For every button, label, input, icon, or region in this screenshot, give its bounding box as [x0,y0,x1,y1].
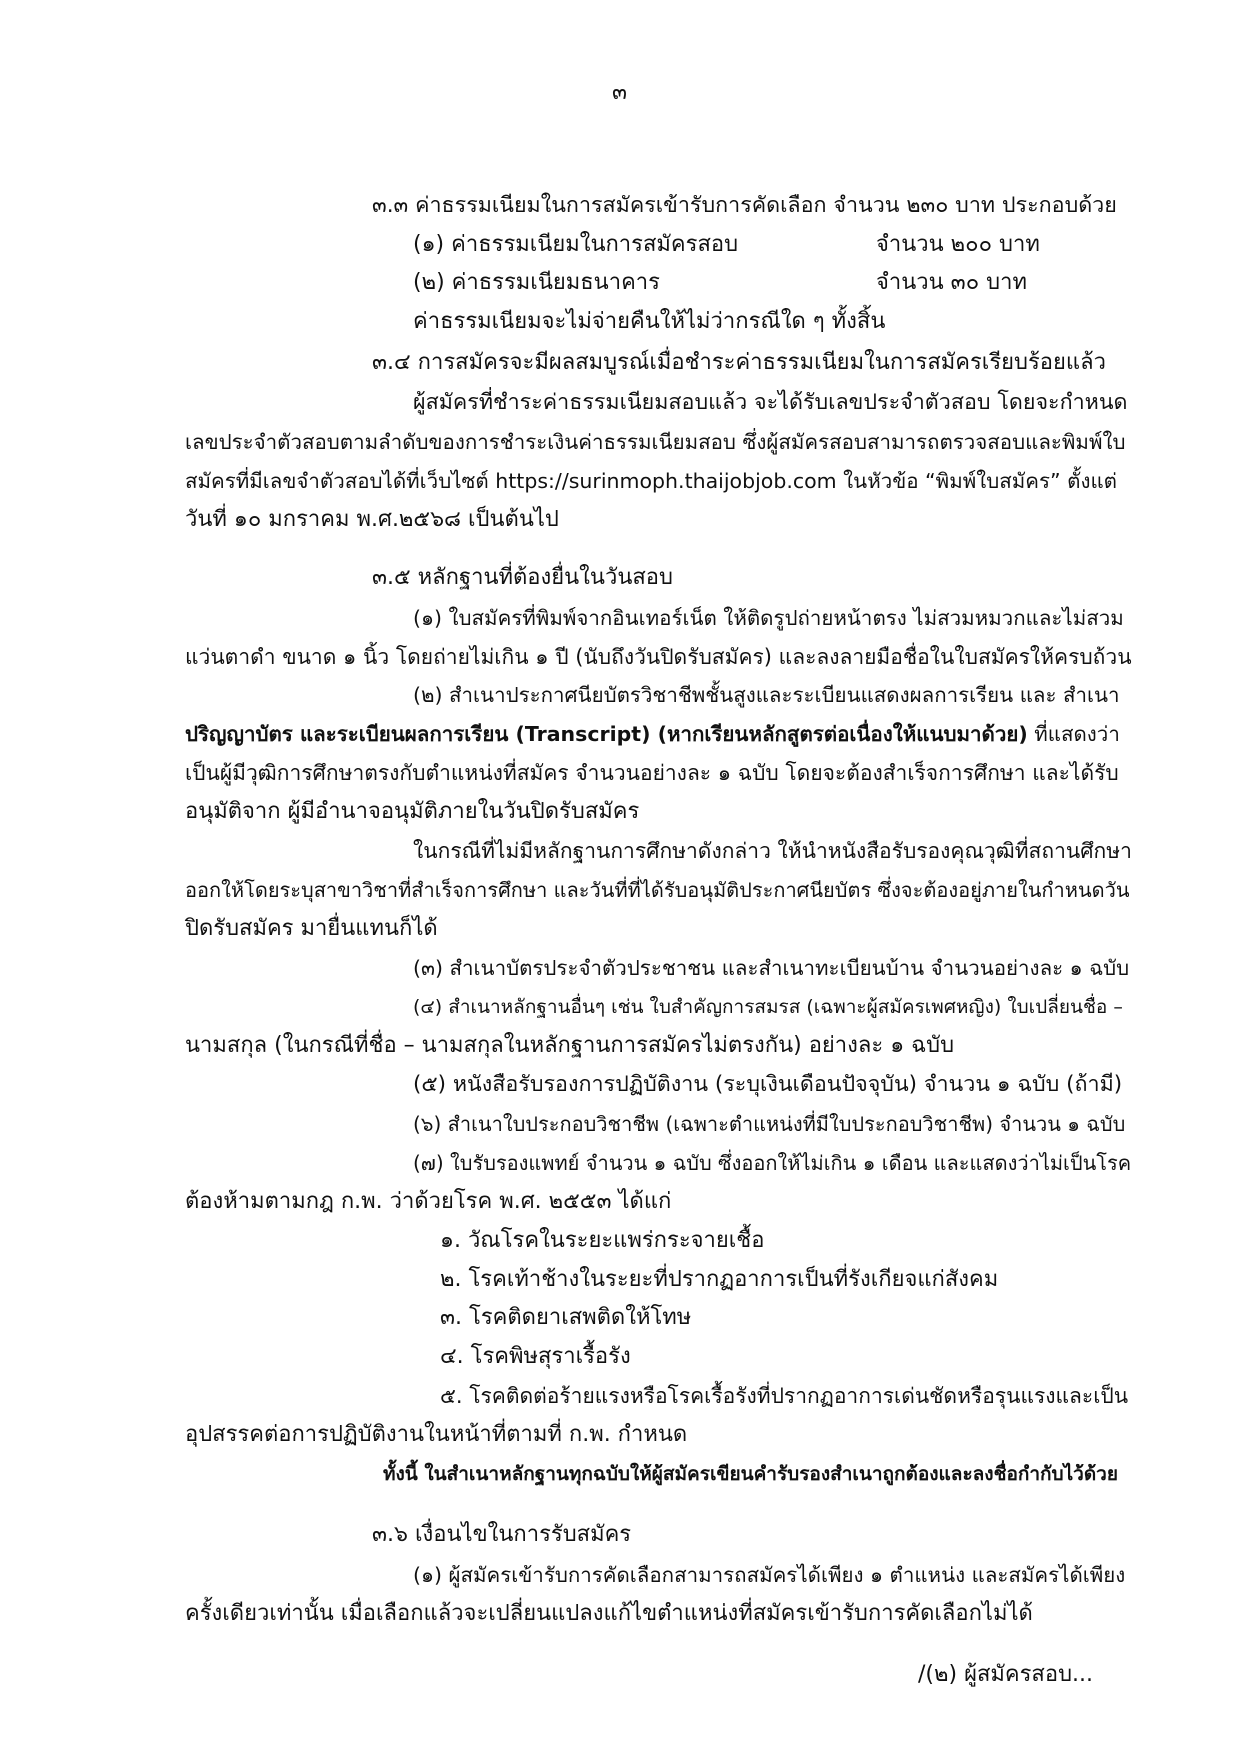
disease-item-5-line-2: อุปสรรคต่อการปฏิบัติงานในหน้าที่ตามที่ ก.พ. กำหนด [185,1422,688,1447]
fee-item-1-label: (๑) ค่าธรรมเนียมในการสมัครสอบ [413,232,739,257]
evidence-item-3: (๓) สำเนาบัตรประจำตัวประชาชน และสำเนาทะเบียนบ้าน จำนวนอย่างละ ๑ ฉบับ [413,956,1130,980]
section-3-4-heading: ๓.๔ การสมัครจะมีผลสมบูรณ์เมื่อชำระค่าธรรมเนียมในการสมัครเรียบร้อยแล้ว [372,350,1106,375]
disease-item-1: ๑. วัณโรคในระยะแพร่กระจายเชื้อ [440,1228,765,1253]
evidence-item-4-line-2: นามสกุล (ในกรณีที่ชื่อ – นามสกุลในหลักฐานการสมัครไม่ตรงกัน) อย่างละ ๑ ฉบับ [185,1033,955,1058]
section-3-6-heading: ๓.๖ เงื่อนไขในการรับสมัคร [372,1522,632,1547]
evidence-item-2-bold-text: ปริญญาบัตร และระเบียนผลการเรียน (Transcript) (หากเรียนหลักสูตรต่อเนื่องให้แนบมาด้วย) [185,722,1028,746]
section-3-4-paragraph-line-4: วันที่ ๑๐ มกราคม พ.ศ.๒๕๖๘ เป็นต้นไป [185,507,559,532]
evidence-item-1-line-1: (๑) ใบสมัครที่พิมพ์จากอินเทอร์เน็ต ให้ติดรูปถ่ายหน้าตรง ไม่สวมหมวกและไม่สวม [413,606,1124,630]
fee-item-2-amount: จำนวน ๓๐ บาท [876,270,1027,295]
evidence-item-2-line-4: อนุมัติจาก ผู้มีอำนาจอนุมัติภายในวันปิดรับสมัคร [185,799,640,824]
fee-item-1-amount: จำนวน ๒๐๐ บาท [876,232,1040,257]
evidence-item-1-line-2: แว่นตาดำ ขนาด ๑ นิ้ว โดยถ่ายไม่เกิน ๑ ปี (นับถึงวันปิดรับสมัคร) และลงลายมือชื่อในใบสมัครให้ครบถ้วน [185,645,1132,669]
section-3-4-paragraph-line-3: สมัครที่มีเลขจำตัวสอบได้ที่เว็บไซต์ https://surinmoph.thaijobjob.com ในหัวข้อ “พิมพ์ใบสมัคร” ตั้งแต่ [185,469,1117,493]
condition-item-1-line-1: (๑) ผู้สมัครเข้ารับการคัดเลือกสามารถสมัครได้เพียง ๑ ตำแหน่ง และสมัครได้เพียง [413,1563,1126,1587]
evidence-item-2-line-2 [185,719,1120,749]
evidence-item-2-alt-line-1: ในกรณีที่ไม่มีหลักฐานการศึกษาดังกล่าว ให้นำหนังสือรับรองคุณวุฒิที่สถานศึกษา [413,839,1132,863]
evidence-item-4-line-1: (๔) สำเนาหลักฐานอื่นๆ เช่น ใบสำคัญการสมรส (เฉพาะผู้สมัครเพศหญิง) ใบเปลี่ยนชื่อ – [413,996,1123,1018]
condition-item-1-line-2: ครั้งเดียวเท่านั้น เมื่อเลือกแล้วจะเปลี่ยนแปลงแก้ไขตำแหน่งที่สมัครเข้ารับการคัดเลือกไม่ได้ [185,1601,1033,1626]
evidence-item-2-alt-line-2: ออกให้โดยระบุสาขาวิชาที่สำเร็จการศึกษา และวันที่ที่ได้รับอนุมัติประกาศนียบัตร ซึ่งจะต้องอยู่ภายในกำหนดวัน [185,878,1130,902]
disease-item-3: ๓. โรคติดยาเสพติดให้โทษ [440,1305,692,1330]
fee-non-refund-note: ค่าธรรมเนียมจะไม่จ่ายคืนให้ไม่ว่ากรณีใด ๆ ทั้งสิ้น [413,309,886,334]
certification-note: ทั้งนี้ ในสำเนาหลักฐานทุกฉบับให้ผู้สมัครเขียนคำรับรองสำเนาถูกต้องและลงชื่อกำกับไว้ด้วย [383,1463,1118,1485]
page-continuation: /(๒) ผู้สมัครสอบ... [918,1662,1094,1687]
section-3-4-paragraph-line-2: เลขประจำตัวสอบตามลำดับของการชำระเงินค่าธรรมเนียมสอบ ซึ่งผู้สมัครสอบสามารถตรวจสอบและพิมพ์ใบ [185,430,1126,454]
section-3-4-paragraph-line-1: ผู้สมัครที่ชำระค่าธรรมเนียมสอบแล้ว จะได้รับเลขประจำตัวสอบ โดยจะกำหนด [413,390,1128,415]
section-3-5-heading: ๓.๕ หลักฐานที่ต้องยื่นในวันสอบ [372,565,673,590]
evidence-item-2-line-1: (๒) สำเนาประกาศนียบัตรวิชาชีพชั้นสูงและระเบียนแสดงผลการเรียน และ สำเนา [413,683,1120,707]
evidence-item-7-line-1: (๗) ใบรับรองแพทย์ จำนวน ๑ ฉบับ ซึ่งออกให้ไม่เกิน ๑ เดือน และแสดงว่าไม่เป็นโรค [413,1151,1132,1175]
disease-item-2: ๒. โรคเท้าช้างในระยะที่ปรากฏอาการเป็นที่รังเกียจแก่สังคม [440,1267,999,1292]
page-number: ๓ [612,80,628,105]
disease-item-5-line-1: ๕. โรคติดต่อร้ายแรงหรือโรคเรื้อรังที่ปรากฏอาการเด่นชัดหรือรุนแรงและเป็น [440,1384,1129,1408]
disease-item-4: ๔. โรคพิษสุราเรื้อรัง [440,1344,631,1369]
evidence-item-2-tail: ที่แสดงว่า [1027,722,1120,746]
evidence-item-2-line-3: เป็นผู้มีวุฒิการศึกษาตรงกับตำแหน่งที่สมัคร จำนวนอย่างละ ๑ ฉบับ โดยจะต้องสำเร็จการศึกษา และได้รับ [185,761,1119,785]
evidence-item-2-alt-line-3: ปิดรับสมัคร มายื่นแทนก็ได้ [185,916,438,941]
evidence-item-7-line-2: ต้องห้ามตามกฎ ก.พ. ว่าด้วยโรค พ.ศ. ๒๕๕๓ ได้แก่ [185,1189,672,1214]
fee-item-2-label: (๒) ค่าธรรมเนียมธนาคาร [413,270,660,295]
section-3-3-heading: ๓.๓ ค่าธรรมเนียมในการสมัครเข้ารับการคัดเลือก จำนวน ๒๓๐ บาท ประกอบด้วย [372,193,1117,218]
evidence-item-5: (๕) หนังสือรับรองการปฏิบัติงาน (ระบุเงินเดือนปัจจุบัน) จำนวน ๑ ฉบับ (ถ้ามี) [413,1072,1123,1097]
evidence-item-6: (๖) สำเนาใบประกอบวิชาชีพ (เฉพาะตำแหน่งที่มีใบประกอบวิชาชีพ) จำนวน ๑ ฉบับ [413,1112,1126,1136]
